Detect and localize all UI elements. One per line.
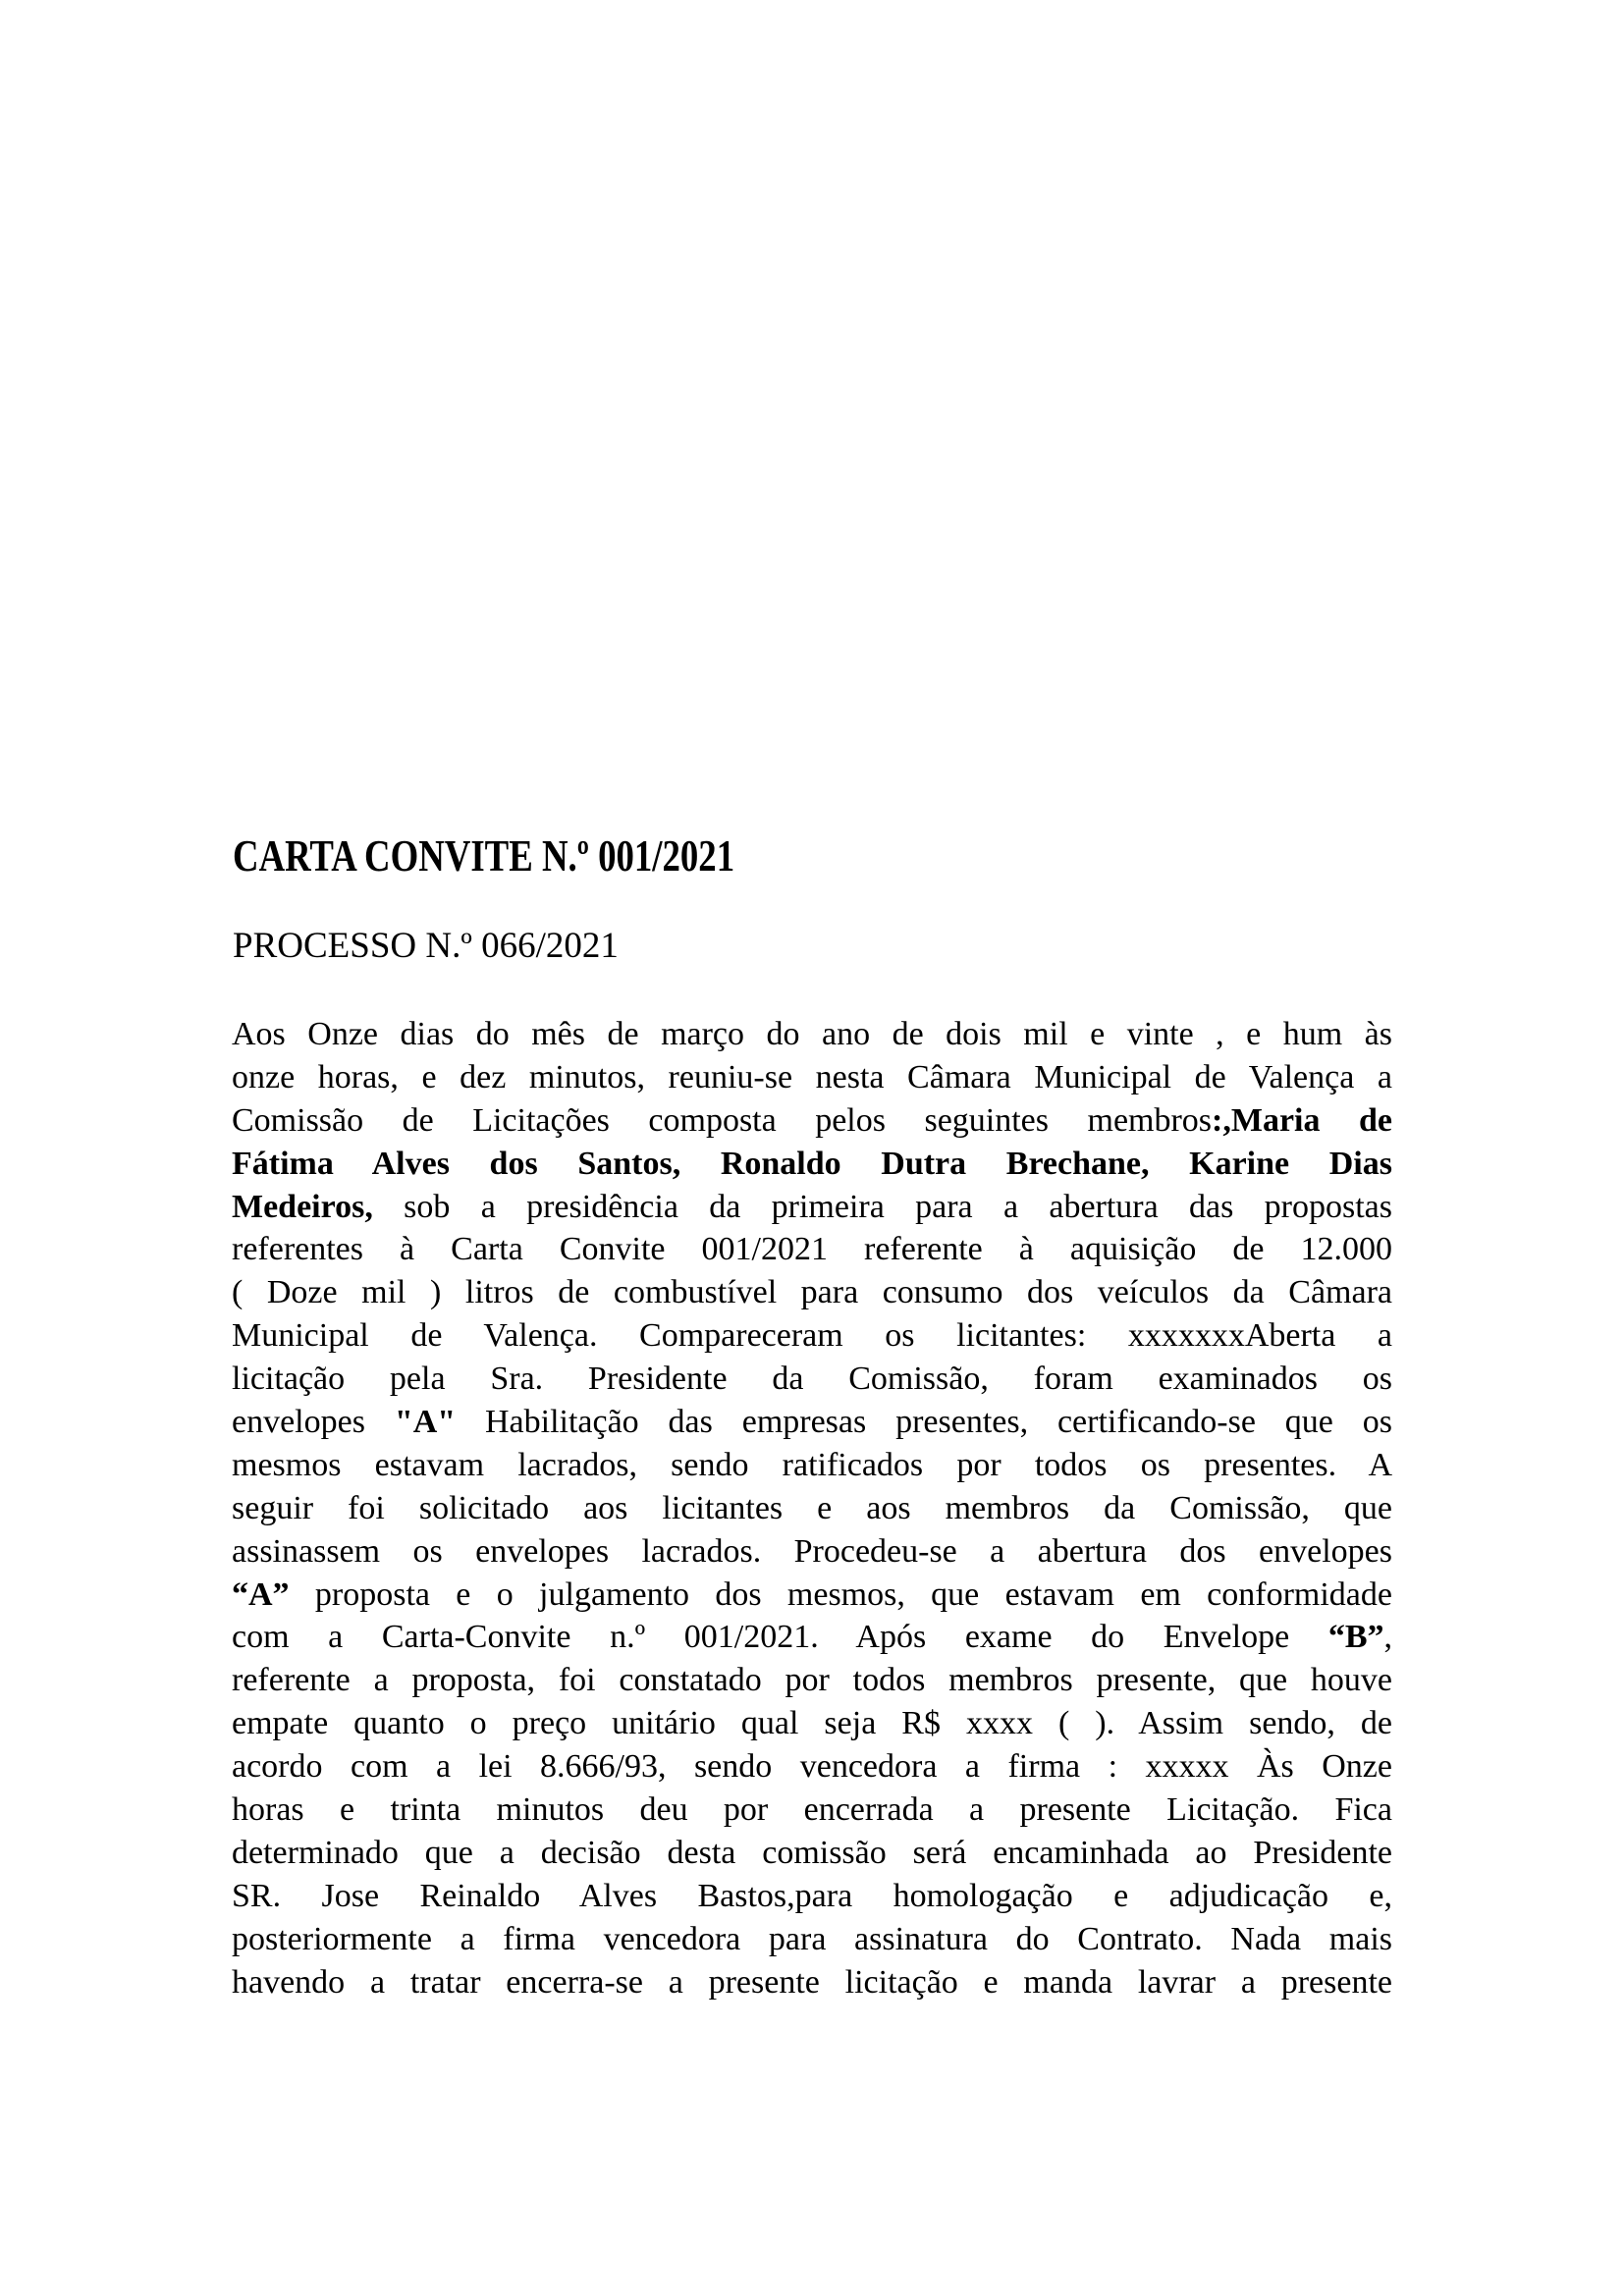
body-text: ,	[1383, 1619, 1392, 1656]
body-line	[232, 1702, 1392, 1745]
body-line	[232, 1574, 1392, 1617]
body-line	[232, 1832, 1392, 1875]
body-text-bold: :,Maria de	[1212, 1101, 1392, 1139]
body-line	[232, 1961, 1392, 2004]
body-text: sob a presidência da primeira para a abertura das propostas	[372, 1188, 1392, 1225]
body-text: SR. Jose Reinaldo Alves Bastos,para homologação e adjudicação e,	[232, 1877, 1392, 1914]
body-text: envelopes	[232, 1404, 395, 1441]
body-text: ( Doze mil ) litros de combustível para consumo dos veículos da Câmara	[232, 1274, 1392, 1311]
body-text: referentes à Carta Convite 001/2021 referente à aquisição de 12.000	[232, 1231, 1392, 1268]
body-text: empate quanto o preço unitário qual seja R$ xxxx ( ). Assim sendo, de	[232, 1705, 1392, 1742]
body-text: proposta e o julgamento dos mesmos, que estavam em conformidade	[289, 1575, 1392, 1613]
body-line	[232, 1228, 1392, 1271]
body-line	[232, 1745, 1392, 1789]
body-line	[232, 1616, 1392, 1659]
body-text: Aos Onze dias do mês de março do ano de dois mil e vinte , e hum às	[232, 1016, 1392, 1052]
body-line	[232, 1056, 1392, 1099]
body-text: mesmos estavam lacrados, sendo ratificados por todos os presentes. A	[232, 1446, 1392, 1483]
process-number: PROCESSO N.º 066/2021	[233, 926, 619, 966]
body-text-bold: Fátima Alves dos Santos, Ronaldo Dutra Brechane, Karine Dias	[232, 1145, 1392, 1182]
body-text: Comissão de Licitações composta pelos seguintes membros	[232, 1101, 1213, 1139]
body-line	[232, 1789, 1392, 1832]
body-line	[232, 1659, 1392, 1702]
body-text: acordo com a lei 8.666/93, sendo vencedora a firma : xxxxx Às Onze	[232, 1748, 1392, 1786]
body-text: Habilitação das empresas presentes, certificando-se que os	[456, 1404, 1392, 1441]
body-line	[232, 1918, 1392, 1961]
body-text: onze horas, e dez minutos, reuniu-se nesta Câmara Municipal de Valença a	[232, 1058, 1392, 1095]
body-text-bold: "A"	[394, 1404, 457, 1441]
body-text: licitação pela Sra. Presidente da Comissão, foram examinados os	[232, 1361, 1392, 1398]
body-text: posteriormente a firma vencedora para assinatura do Contrato. Nada mais	[232, 1920, 1392, 1957]
body-line	[232, 1186, 1392, 1229]
body-text-bold: “B”	[1327, 1619, 1384, 1656]
body-text: horas e trinta minutos deu por encerrada a presente Licitação. Fica	[232, 1791, 1392, 1829]
body-line	[232, 1358, 1392, 1401]
body-line	[232, 1401, 1392, 1444]
body-text-bold: Medeiros,	[232, 1188, 373, 1225]
body-line	[232, 1530, 1392, 1574]
body-line	[232, 1099, 1392, 1143]
body-line	[232, 1314, 1392, 1358]
body-line	[232, 1487, 1392, 1530]
body-text: havendo a tratar encerra-se a presente licitação e manda lavrar a presente	[232, 1963, 1392, 2001]
body-text: com a Carta-Convite n.º 001/2021. Após exame do Envelope	[232, 1619, 1328, 1656]
body-line	[232, 1271, 1392, 1314]
body-text: seguir foi solicitado aos licitantes e aos membros da Comissão, que	[232, 1489, 1392, 1526]
body-text: assinassem os envelopes lacrados. Procedeu-se a abertura dos envelopes	[232, 1532, 1392, 1570]
body-line	[232, 1143, 1392, 1186]
body-line	[232, 1444, 1392, 1487]
body-text-bold: “A”	[232, 1575, 290, 1613]
body-text: determinado que a decisão desta comissão será encaminhada ao Presidente	[232, 1834, 1392, 1871]
body-text: referente a proposta, foi constatado por todos membros presente, que houve	[232, 1662, 1392, 1699]
body-line	[232, 1013, 1392, 1056]
document-body	[232, 1013, 1392, 2003]
document-title: CARTA CONVITE N.º 001/2021	[233, 830, 735, 881]
body-text: Municipal de Valença. Compareceram os licitantes: xxxxxxxAberta a	[232, 1317, 1392, 1355]
body-line	[232, 1875, 1392, 1918]
